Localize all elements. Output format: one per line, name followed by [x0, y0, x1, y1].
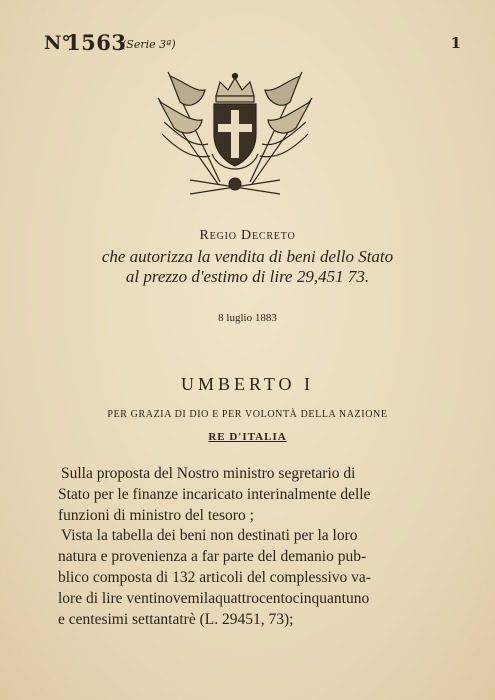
- decree-title-line: al prezzo d'estimo di lire 29,451 73.: [125, 267, 370, 286]
- decree-title-line: che autorizza la vendita di beni dello Stato: [101, 247, 394, 266]
- body-line: Stato per le finanze incaricato interinalmente delle: [58, 485, 371, 503]
- decree-title: [0, 247, 495, 287]
- body-line: funzioni di ministro del tesoro ;: [58, 506, 254, 524]
- body-line: e centesimi settantatrè (L. 29451, 73);: [58, 610, 294, 628]
- decree-body: [58, 464, 428, 630]
- series-label: (Serie 3ª): [122, 38, 176, 51]
- page-number: 1: [450, 34, 461, 52]
- decree-heading: [0, 228, 495, 287]
- royal-formula: PER GRAZIA DI DIO E PER VOLONTÀ DELLA NAZIONE: [107, 409, 388, 420]
- decree-label: Regio Decreto: [199, 228, 296, 243]
- body-line: Sulla proposta del Nostro ministro segretario di: [61, 465, 356, 482]
- document-header: [44, 30, 461, 55]
- body-line: Vista la tabella dei beni non destinati per la loro: [61, 527, 358, 545]
- king-name: UMBERTO I: [180, 374, 315, 394]
- decree-date: 8 luglio 1883: [218, 312, 277, 324]
- royal-title: RE D'ITALIA: [208, 431, 287, 443]
- decree-number: 1563: [66, 30, 127, 55]
- number-prefix: N°: [44, 32, 71, 54]
- body-line: natura e provenienza a far parte del demanio pub-: [58, 548, 367, 566]
- body-line: lore di lire ventinovemilaquattrocentocinquantuno: [58, 589, 370, 607]
- savoy-coat-of-arms-emblem: [150, 62, 320, 202]
- body-line: blico composta di 132 articoli del complessivo va-: [58, 568, 371, 586]
